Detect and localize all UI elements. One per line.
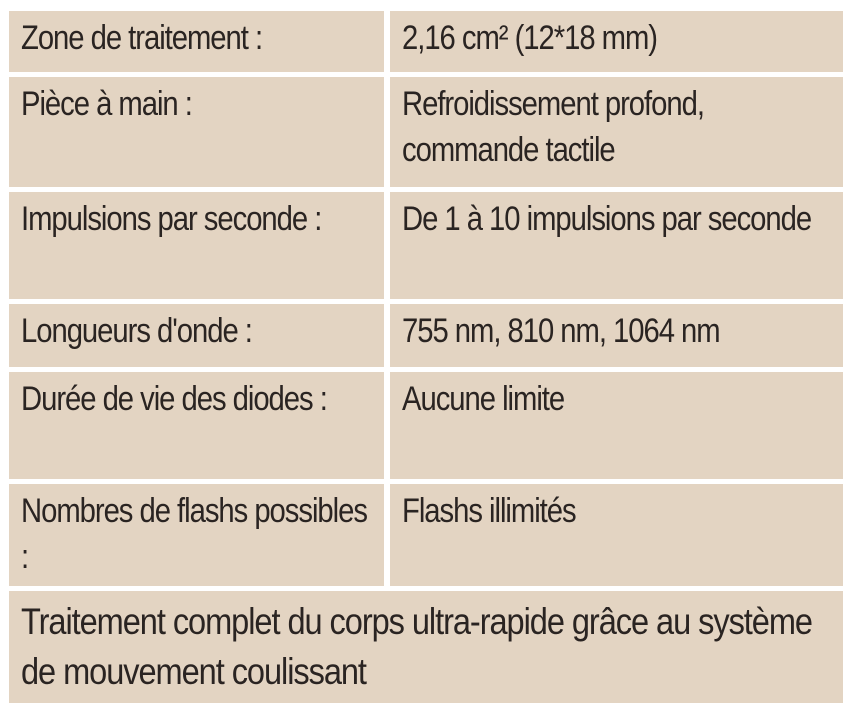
spec-table bbox=[9, 11, 843, 703]
spec-label-diode-lifetime: Durée de vie des diodes : bbox=[9, 372, 384, 479]
spec-label-wavelengths: Longueurs d'onde : bbox=[9, 304, 384, 367]
spec-value-diode-lifetime: Aucune limite bbox=[390, 372, 843, 479]
spec-value-treatment-zone: 2,16 cm² (12*18 mm) bbox=[390, 11, 843, 72]
spec-value-pulses-per-second: De 1 à 10 impulsions par seconde bbox=[390, 192, 843, 299]
spec-value-flash-count: Flashs illimités bbox=[390, 484, 843, 586]
spec-label-handpiece: Pièce à main : bbox=[9, 77, 384, 187]
spec-value-handpiece: Refroidissement profond, commande tactile bbox=[390, 77, 843, 187]
spec-footer-note: Traitement complet du corps ultra-rapide grâce au système de mouvement coulissant bbox=[9, 591, 843, 703]
spec-label-pulses-per-second: Impulsions par seconde : bbox=[9, 192, 384, 299]
spec-label-treatment-zone: Zone de traitement : bbox=[9, 11, 384, 72]
spec-value-wavelengths: 755 nm, 810 nm, 1064 nm bbox=[390, 304, 843, 367]
spec-label-flash-count: Nombres de flashs possibles : bbox=[9, 484, 384, 586]
